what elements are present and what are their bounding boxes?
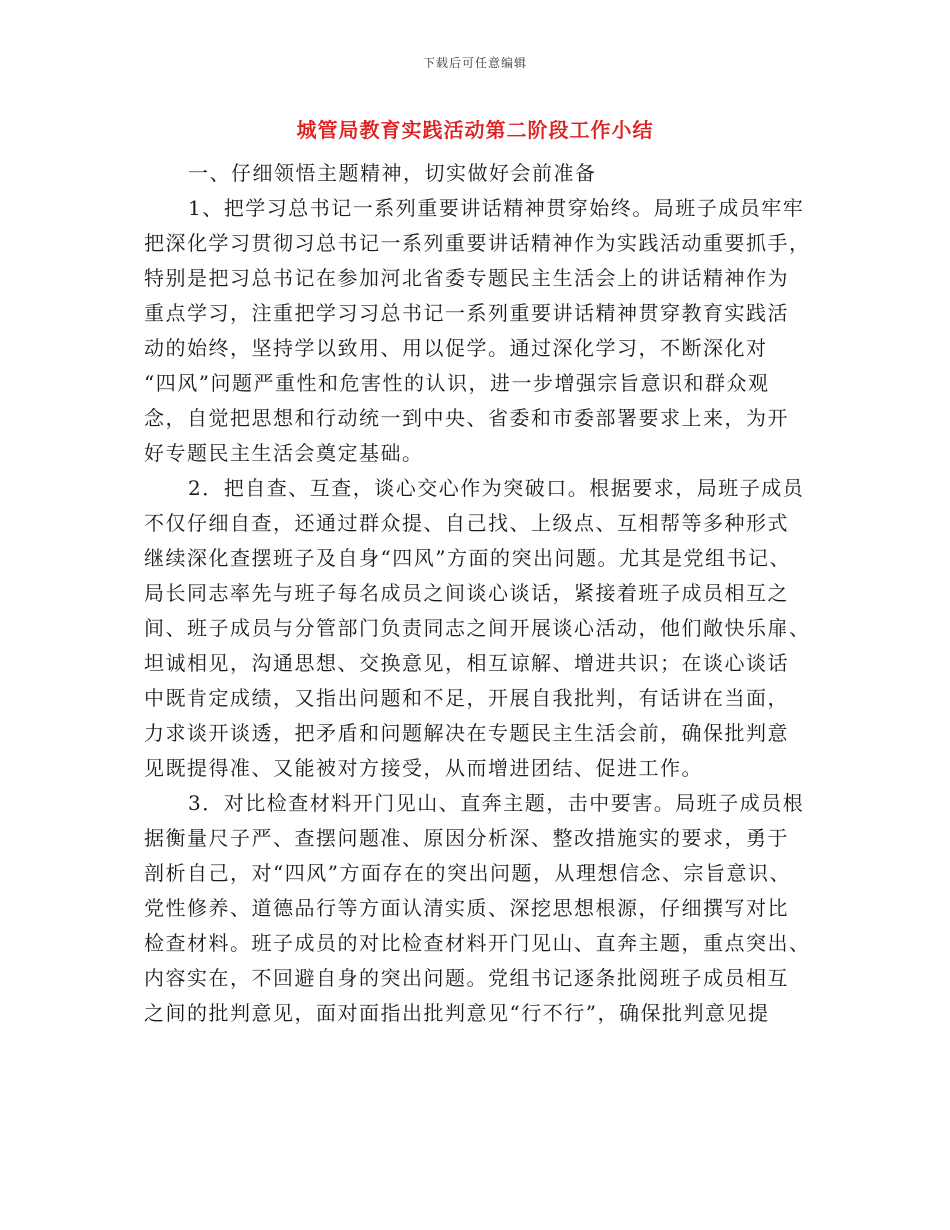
text-line: 党性修养、道德品行等方面认清实质、深挖思想根源，仔细撰写对比 (144, 896, 789, 920)
text-line: 中既肯定成绩，又指出问题和不足，开展自我批判，有话讲在当面， (144, 686, 789, 710)
text-line: 局长同志率先与班子每名成员之间谈心谈话，紧接着班子成员相互之 (144, 581, 789, 605)
text-line: “四风”问题严重性和危害性的认识，进一步增强宗旨意识和群众观 (144, 371, 770, 395)
text-line: 力求谈开谈透，把矛盾和问题解决在专题民主生活会前，确保批判意 (144, 721, 789, 745)
text-line: 特别是把习总书记在参加河北省委专题民主生活会上的讲话精神作为 (144, 266, 789, 290)
text-line: 不仅仔细自查，还通过群众提、自己找、上级点、互相帮等多种形式 (144, 511, 789, 535)
text-line: 检查材料。班子成员的对比检查材料开门见山、直奔主题，重点突出、 (144, 931, 811, 955)
document-title: 城管局教育实践活动第二阶段工作小结 (296, 118, 654, 142)
text-line: 内容实在，不回避自身的突出问题。党组书记逐条批阅班子成员相互 (144, 966, 789, 990)
text-line: 好专题民主生活会奠定基础。 (144, 441, 424, 465)
text-line: 重点学习，注重把学习习总书记一系列重要讲话精神贯穿教育实践活 (144, 301, 789, 325)
text-line: 见既提得准、又能被对方接受，从而增进团结、促进工作。 (144, 756, 703, 780)
text-line: 把深化学习贯彻习总书记一系列重要讲话精神作为实践活动重要抓手， (144, 231, 811, 255)
text-line: 2．把自查、互查，谈心交心作为突破口。根据要求，局班子成员 (188, 476, 805, 500)
text-line: 动的始终，坚持学以致用、用以促学。通过深化学习，不断深化对 (144, 336, 768, 360)
text-line: 据衡量尺子严、查摆问题准、原因分析深、整改措施实的要求，勇于 (144, 826, 789, 850)
document-body (144, 156, 814, 1031)
text-line: 继续深化查摆班子及自身“四风”方面的突出问题。尤其是党组书记、 (144, 546, 791, 570)
header-note: 下载后可任意编辑 (422, 56, 527, 70)
text-line: 3．对比检查材料开门见山、直奔主题，击中要害。局班子成员根 (188, 791, 805, 815)
text-line: 之间的批判意见，面对面指出批判意见“行不行”，确保批判意见提 (144, 1001, 770, 1025)
text-line: 剖析自己，对“四风”方面存在的突出问题，从理想信念、宗旨意识、 (144, 861, 791, 885)
text-line: 1、把学习总书记一系列重要讲话精神贯穿始终。局班子成员牢牢 (188, 196, 805, 220)
text-line: 坦诚相见，沟通思想、交换意见，相互谅解、增进共识；在谈心谈话 (144, 651, 789, 675)
text-line: 念，自觉把思想和行动统一到中央、省委和市委部署要求上来，为开 (144, 406, 789, 430)
text-line: 间、班子成员与分管部门负责同志之间开展谈心活动，他们敞快乐扉、 (144, 616, 811, 640)
text-line: 一、仔细领悟主题精神，切实做好会前准备 (188, 161, 597, 185)
